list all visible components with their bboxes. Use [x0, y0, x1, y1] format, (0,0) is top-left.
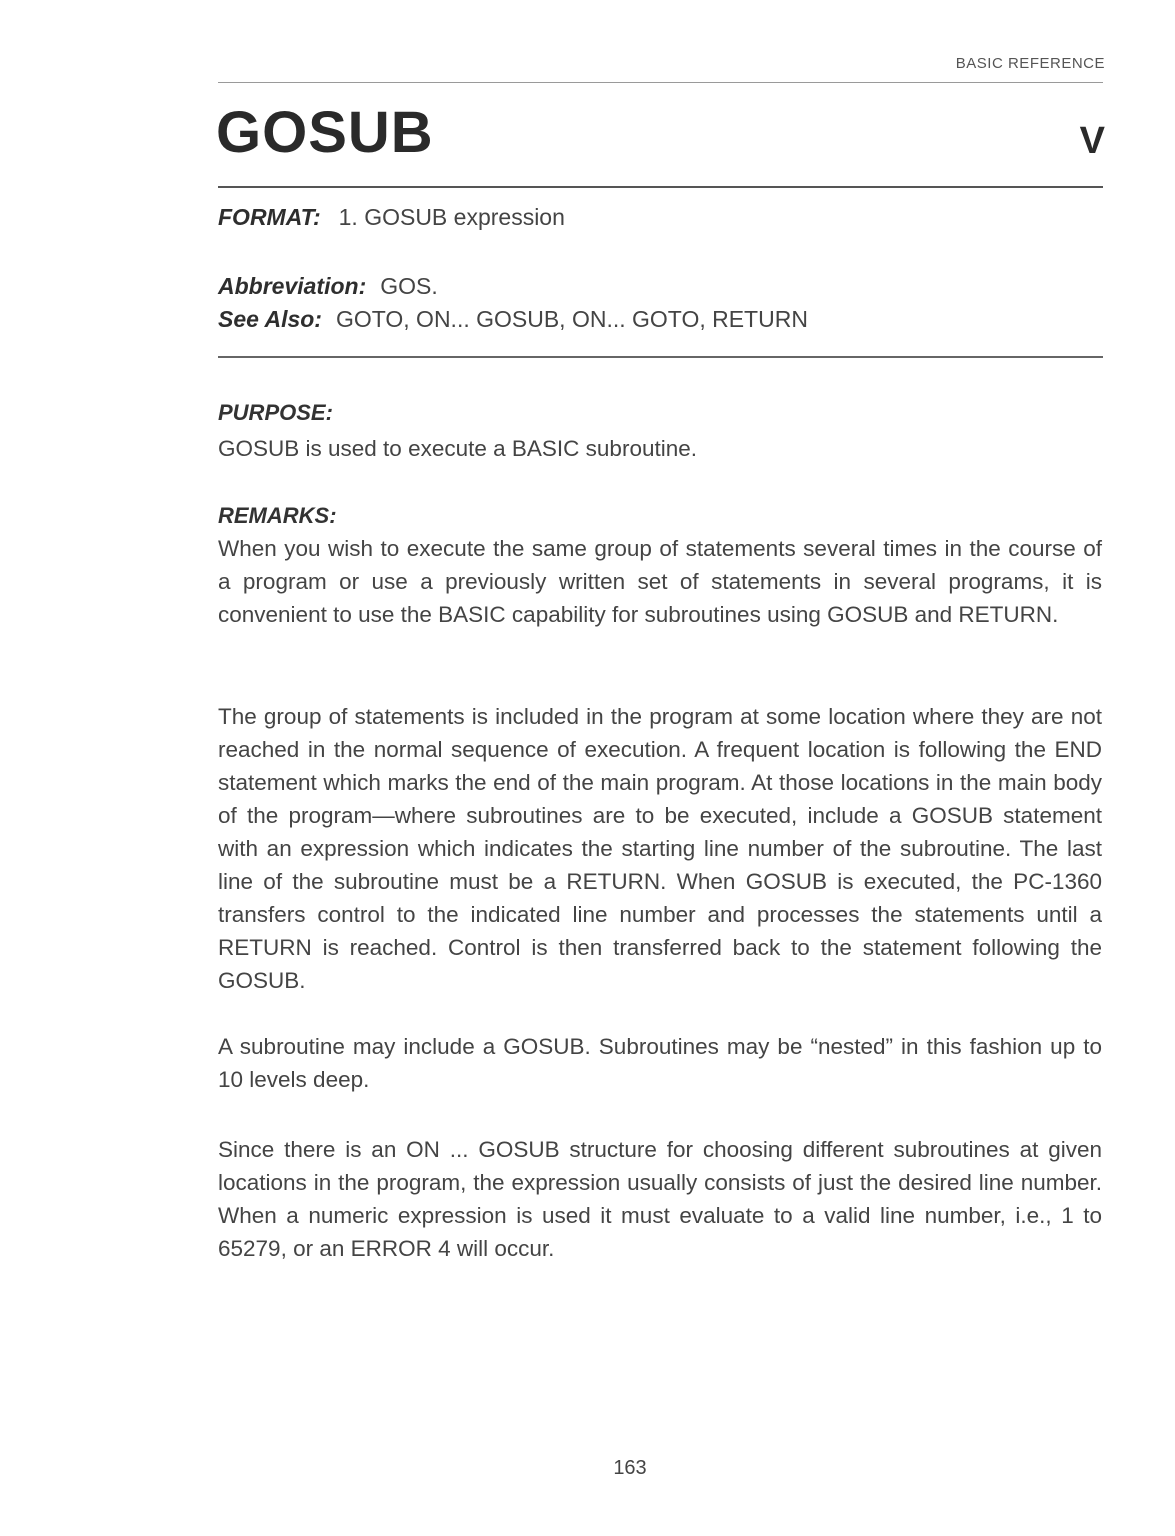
running-head: BASIC REFERENCE — [955, 55, 1105, 72]
section-rule — [218, 356, 1103, 358]
format-row — [218, 206, 565, 229]
remarks-heading: REMARKS: — [218, 503, 337, 528]
remarks-paragraph: Since there is an ON ... GOSUB structure for choosing different subroutines at given locations in the program, the expression usually consists of just the desired line number. When a numeric expression is used it must evaluate to a valid line number, i.e., 1 to 65279, or an ERROR 4 will occur. — [218, 1137, 1102, 1261]
header-rule — [218, 82, 1103, 83]
remarks-paragraph: A subroutine may include a GOSUB. Subroutines may be “nested” in this fashion up to 10 levels deep. — [218, 1034, 1102, 1092]
purpose-text: GOSUB is used to execute a BASIC subroutine. — [218, 436, 697, 461]
abbreviation-row — [218, 275, 438, 298]
remarks-paragraph: The group of statements is included in the program at some location where they are not reached in the normal sequence of execution. A frequent location is following the END statement which marks the end of the main program. At those locations in the main body of the program—where subroutines are to be executed, include a GOSUB statement with an expression which indicates the starting line number of the subroutine. The last line of the subroutine must be a RETURN. When GOSUB is executed, the PC-1360 transfers control to the indicated line number and processes the statements until a RETURN is reached. Control is then transferred back to the statement following the GOSUB. — [218, 704, 1102, 993]
entry-title: GOSUB — [216, 100, 434, 165]
purpose-heading: PURPOSE: — [218, 400, 333, 425]
remarks-paragraph: When you wish to execute the same group of statements several times in the course of a program or use a previously written set of statements in several programs, it is convenient to use the BASIC capability for subroutines using GOSUB and RETURN. — [218, 536, 1102, 627]
format-label: FORMAT: — [218, 204, 321, 230]
abbreviation-value: GOS. — [380, 273, 438, 299]
see-also-value: GOTO, ON... GOSUB, ON... GOTO, RETURN — [335, 306, 808, 332]
version-marker: V — [1079, 120, 1105, 162]
abbreviation-label: Abbreviation: — [218, 273, 367, 299]
see-also-row — [218, 308, 808, 331]
format-value: 1. GOSUB expression — [338, 204, 565, 230]
page-number: 163 — [613, 1457, 647, 1479]
title-rule — [218, 186, 1103, 188]
see-also-label: See Also: — [218, 306, 322, 332]
